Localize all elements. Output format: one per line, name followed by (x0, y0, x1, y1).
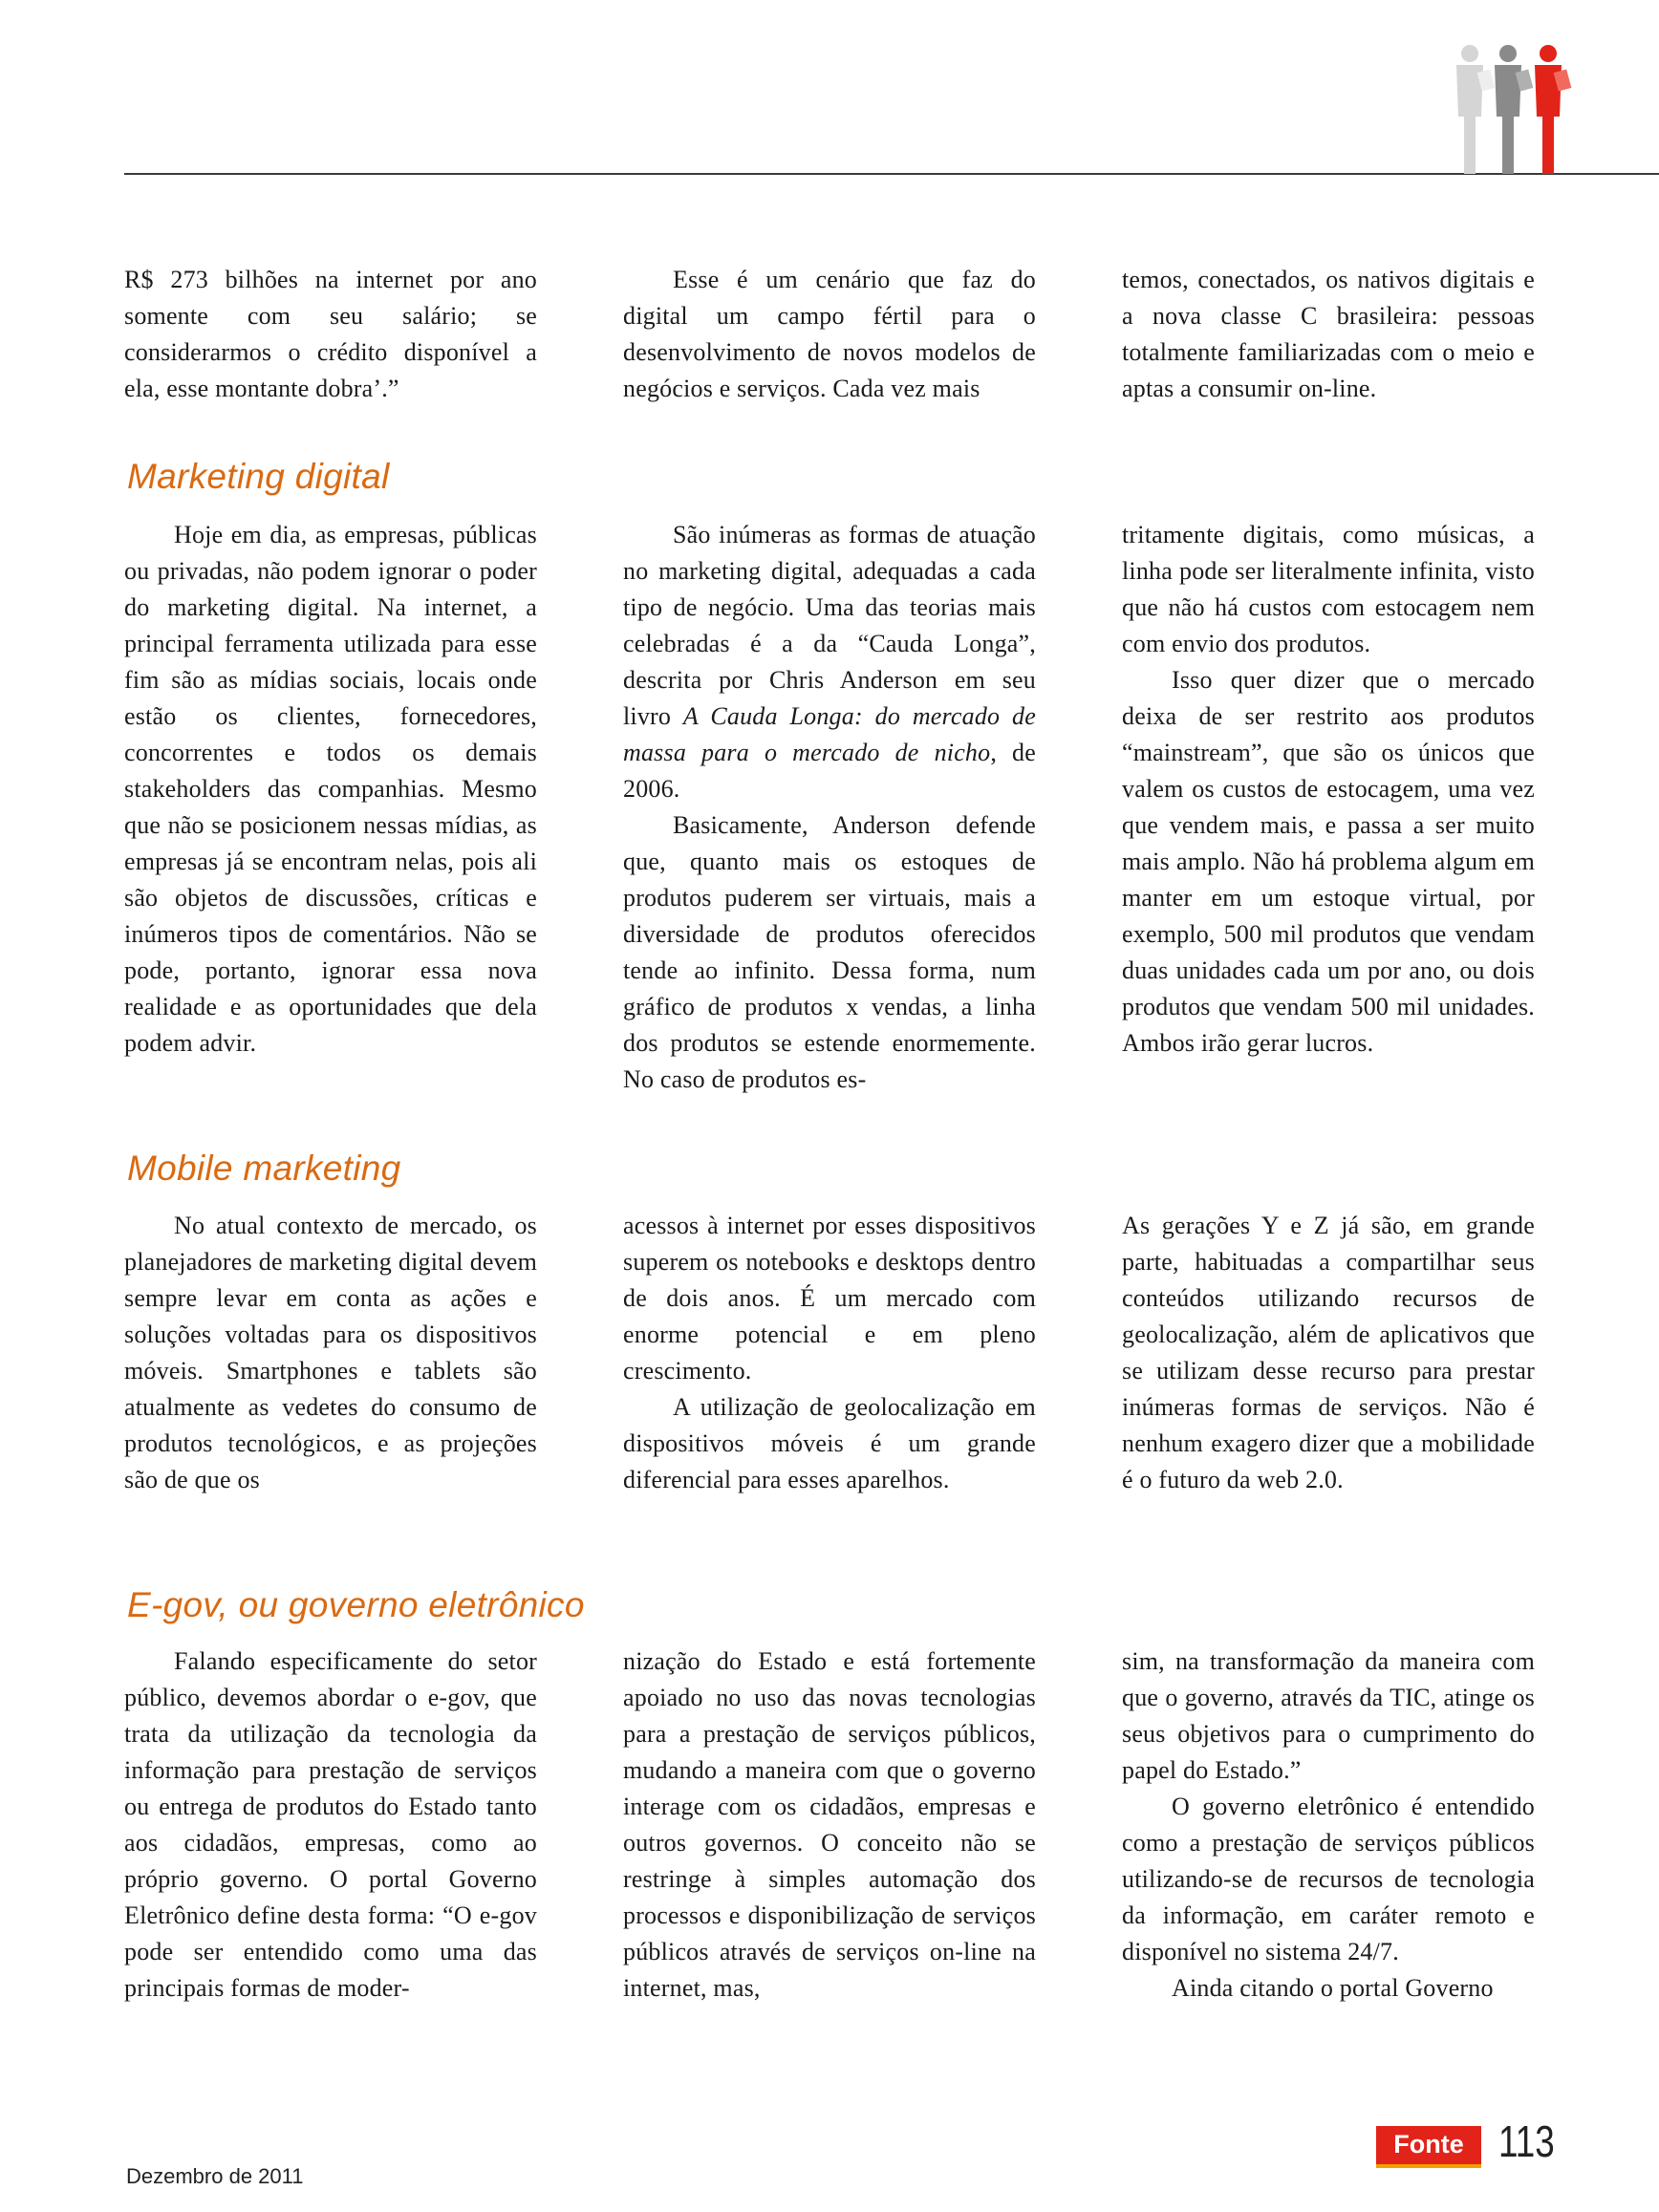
paragraph: temos, conectados, os nativos digitais e a nova classe C brasileira: pessoas totalmente familiarizadas com o meio e aptas a consumir on-line. (1122, 266, 1535, 402)
mobile-marketing-row (124, 1208, 1535, 1498)
marketing-digital-column-2 (623, 517, 1036, 1098)
book-title: A Cauda Longa: do mercado de massa para o mercado de nicho (623, 702, 1036, 766)
paragraph: Basicamente, Anderson defende que, quanto mais os estoques de produtos puderem ser virtuais, mais a diversidade de produtos oferecidos tende ao infinito. Dessa forma, num gráfico de produtos x vendas, a linha dos produtos se estende enormemente. No caso de produtos es- (623, 811, 1036, 1093)
intro-column-2 (623, 262, 1036, 407)
paragraph-text: , de 2006. (623, 739, 1037, 803)
egov-column-3 (1122, 1643, 1535, 2007)
paragraph: A utilização de geolocalização em dispositivos móveis é um grande diferencial para esses aparelhos. (623, 1393, 1036, 1493)
section-heading-egov: E-gov, ou governo eletrônico (127, 1585, 585, 1624)
paragraph: Falando especificamente do setor público, devemos abordar o e-gov, que trata da utilização da tecnologia da informação para prestação de serviços ou entrega de produtos do Estado tanto aos cidadãos, empresas, como ao próprio governo. O portal Governo Eletrônico define desta forma: “O e-gov pode ser entendido como uma das principais formas de moder- (124, 1647, 537, 2002)
intro-column-3 (1122, 262, 1535, 407)
marketing-digital-column-1 (124, 517, 537, 1098)
paragraph: sim, na transformação da maneira com que o governo, através da TIC, atinge os seus objetivos para o cumprimento do papel do Estado.” (1122, 1647, 1535, 1784)
egov-column-2 (623, 1643, 1036, 2007)
paragraph: No atual contexto de mercado, os planejadores de marketing digital devem sempre levar em conta as ações e soluções voltadas para os dispositivos móveis. Smartphones e tablets são atualmente as vedetes do consumo de produtos tecnológicos, e as projeções são de que os (124, 1212, 537, 1493)
header-rule (124, 173, 1659, 175)
intro-column-1 (124, 262, 537, 407)
mobile-marketing-column-2 (623, 1208, 1036, 1498)
paragraph: R$ 273 bilhões na internet por ano somente com seu salário; se considerarmos o crédito disponível a ela, esse montante dobra’.” (124, 266, 537, 402)
egov-column-1 (124, 1643, 537, 2007)
paragraph: nização do Estado e está fortemente apoiado no uso das novas tecnologias para a prestação de serviços públicos, mudando a maneira com que o governo interage com os cidadãos, empresas e outros governos. O conceito não se restringe à simples automação dos processos e disponibilização de serviços públicos através de serviços on-line na internet, mas, (623, 1647, 1036, 2002)
section-heading-mobile-marketing: Mobile marketing (127, 1149, 401, 1188)
footer-date: Dezembro de 2011 (126, 2164, 304, 2188)
brand-logo (1376, 2126, 1481, 2168)
paragraph: As gerações Y e Z já são, em grande parte, habituadas a compartilhar seus conteúdos utilizando recursos de geolocalização, além de aplicativos que se utilizam desse recurso para prestar inúmeras formas de serviços. Não é nenhum exagero dizer que a mobilidade é o futuro da web 2.0. (1122, 1212, 1535, 1493)
paragraph: Isso quer dizer que o mercado deixa de ser restrito aos produtos “mainstream”, que são os únicos que valem os custos de estocagem, uma vez que vendem mais, e passa a ser muito mais amplo. Não há problema algum em manter em um estoque virtual, por exemplo, 500 mil produtos que vendam duas unidades cada um por ano, ou dois produtos que vendam 500 mil unidades. Ambos irão gerar lucros. (1122, 666, 1535, 1057)
paragraph: Esse é um cenário que faz do digital um campo fértil para o desenvolvimento de novos modelos de negócios e serviços. Cada vez mais (623, 266, 1036, 402)
egov-row (124, 1643, 1535, 2007)
paragraph (623, 517, 1036, 807)
mobile-marketing-column-3 (1122, 1208, 1535, 1498)
page-number: 113 (1498, 2116, 1555, 2166)
people-group-icon (1449, 42, 1581, 174)
marketing-digital-row (124, 517, 1535, 1098)
paragraph: O governo eletrônico é entendido como a prestação de serviços públicos utilizando-se de recursos de tecnologia da informação, em caráter remoto e disponível no sistema 24/7. (1122, 1793, 1535, 1965)
mobile-marketing-column-1 (124, 1208, 537, 1498)
intro-row (124, 262, 1535, 407)
paragraph: tritamente digitais, como músicas, a linha pode ser literalmente infinita, visto que não há custos com estocagem nem com envio dos produtos. (1122, 521, 1535, 657)
marketing-digital-column-3 (1122, 517, 1535, 1098)
brand-logo-text: Fonte (1393, 2130, 1464, 2158)
section-heading-marketing-digital: Marketing digital (127, 457, 390, 496)
paragraph-text: São inúmeras as formas de atuação no marketing digital, adequadas a cada tipo de negócio. Uma das teorias mais celebradas é a da “Cauda Longa”, descrita por Chris Anderson em seu livro (623, 521, 1036, 730)
paragraph: acessos à internet por esses dispositivos superem os notebooks e desktops dentro de dois anos. É um mercado com enorme potencial e em pleno crescimento. (623, 1212, 1036, 1385)
paragraph: Hoje em dia, as empresas, públicas ou privadas, não podem ignorar o poder do marketing digital. Na internet, a principal ferramenta utilizada para esse fim são as mídias sociais, locais onde estão os clientes, fornecedores, concorrentes e todos os demais stakeholders das companhias. Mesmo que não se posicionem nessas mídias, as empresas já se encontram nelas, pois ali são objetos de discussões, críticas e inúmeros tipos de comentários. Não se pode, portanto, ignorar essa nova realidade e as oportunidades que dela podem advir. (124, 521, 537, 1057)
paragraph: Ainda citando o portal Governo (1172, 1974, 1494, 2002)
